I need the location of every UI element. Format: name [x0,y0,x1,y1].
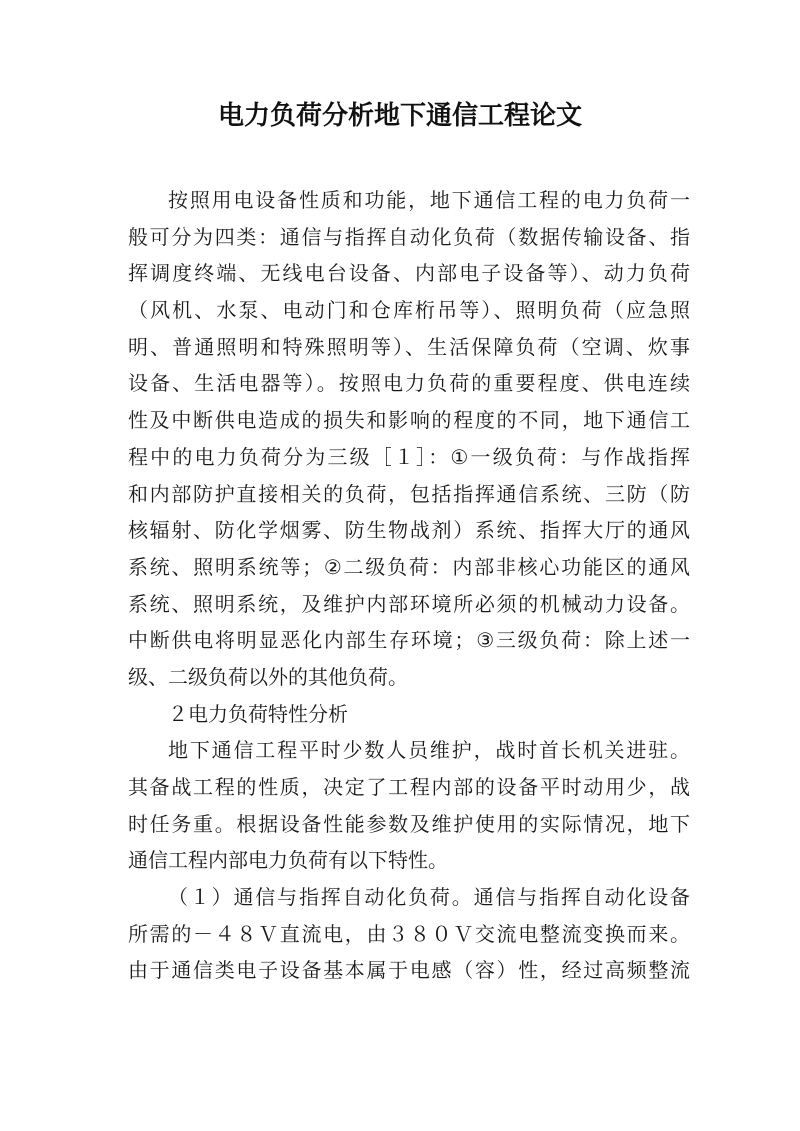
text-line: 系统、照明系统，及维护内部环境所必须的机械动力设备。 [128,591,690,616]
text-line: 系统、照明系统等；②二级负荷：内部非核心功能区的通风 [128,554,690,579]
text-line: 设备、生活电器等）。按照电力负荷的重要程度、供电连续 [128,371,690,396]
text-line: 般可分为四类：通信与指挥自动化负荷（数据传输设备、指 [128,224,690,249]
document-title: 电力负荷分析地下通信工程论文 [217,101,582,131]
text-line: 核辐射、防化学烟雾、防生物战剂）系统、指挥大厅的通风 [128,518,690,543]
text-line: 按照用电设备性质和功能，地下通信工程的电力负荷一 [168,188,690,212]
text-line: 级、二级负荷以外的其他负荷。 [128,664,408,689]
text-line: （１）通信与指挥自动化负荷。通信与指挥自动化设备 [168,885,690,910]
text-line: 和内部防护直接相关的负荷，包括指挥通信系统、三防（防 [128,481,690,506]
text-line: （风机、水泵、电动门和仓库桁吊等）、照明负荷（应急照 [128,298,690,323]
text-line: 其备战工程的性质，决定了工程内部的设备平时动用少，战 [128,775,690,799]
text-line: 由于通信类电子设备基本属于电感（容）性，经过高频整流 [128,958,690,983]
text-line: 性及中断供电造成的损失和影响的程度的不同，地下通信工 [128,408,690,433]
document-body [128,182,690,989]
text-line: ２电力负荷特性分析 [168,701,348,726]
text-line: 程中的电力负荷分为三级［１］：①一级负荷：与作战指挥 [128,444,690,469]
text-line: 通信工程内部电力负荷有以下特性。 [128,848,448,873]
text-line: 挥调度终端、无线电台设备、内部电子设备等）、动力负荷 [128,261,690,286]
text-line: 时任务重。根据设备性能参数及维护使用的实际情况，地下 [128,811,690,836]
text-line: 明、普通照明和特殊照明等）、生活保障负荷（空调、炊事 [128,334,690,359]
text-line: 所需的－４８Ｖ直流电，由３８０Ｖ交流电整流变换而来。 [128,921,690,946]
text-line: 中断供电将明显恶化内部生存环境；③三级负荷：除上述一 [128,628,690,653]
text-line: 地下通信工程平时少数人员维护，战时首长机关进驻。 [168,738,690,763]
